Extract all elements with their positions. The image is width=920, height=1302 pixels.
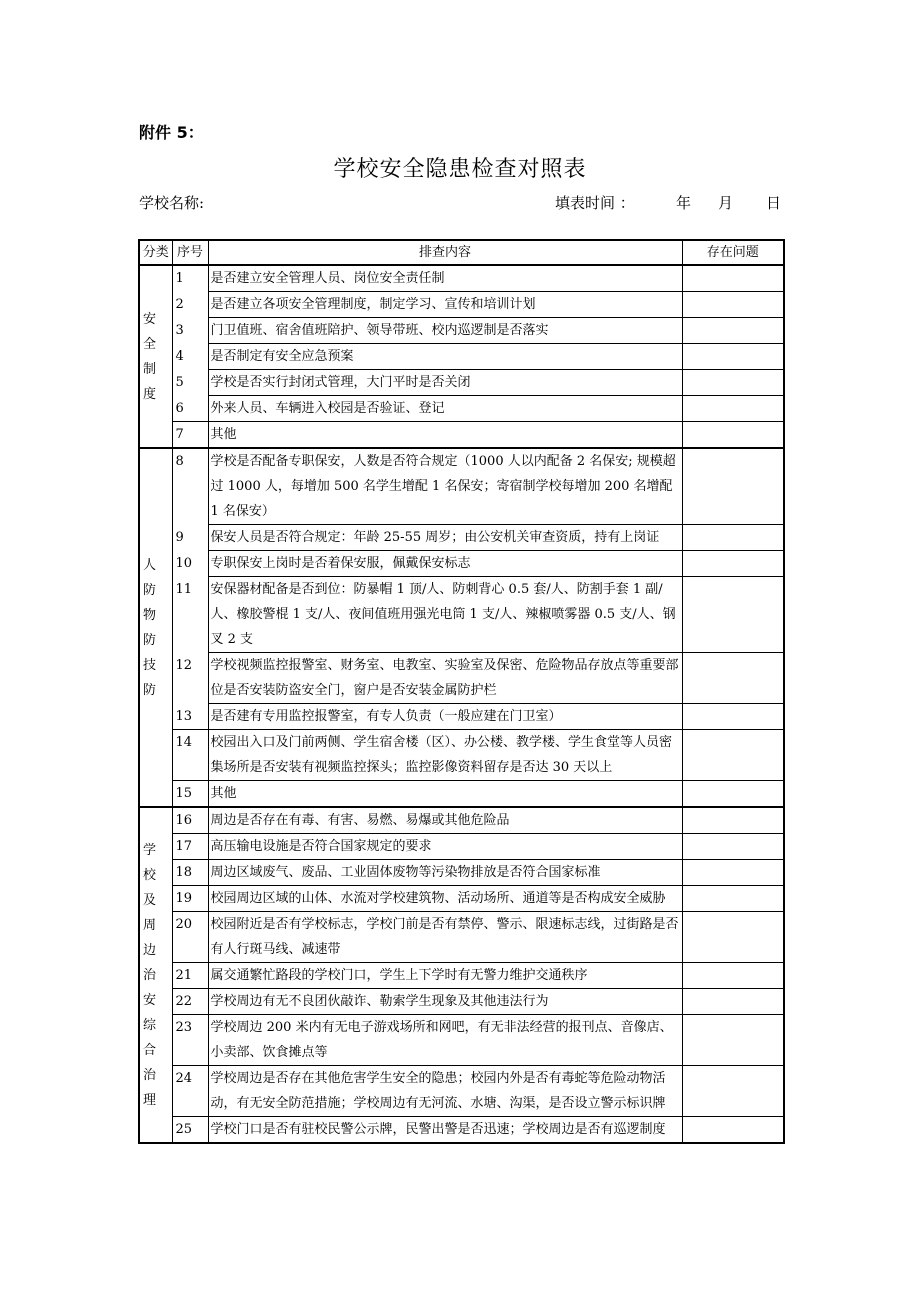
item-issue-field[interactable] — [682, 860, 784, 886]
category-char: 防 — [143, 632, 157, 648]
item-content: 学校是否配备专职保安，人数是否符合规定（1000 人以内配备 2 名保安; 规模超过 1000 人，每增加 500 名学生增配 1 名保安；寄宿制学校每增加 200 名增配 1 名保安） — [208, 448, 682, 525]
item-content: 周边是否存在有毒、有害、易燃、易爆或其他危险品 — [208, 807, 682, 834]
item-content: 是否建有专用监控报警室，有专人负责（一般应建在门卫室） — [208, 704, 682, 730]
item-issue-field[interactable] — [682, 989, 784, 1015]
table-row — [139, 781, 784, 808]
year-label: 年 — [676, 194, 692, 212]
table-row — [139, 912, 784, 963]
category-char: 理 — [143, 1092, 157, 1108]
item-number: 25 — [172, 1117, 208, 1144]
category-char: 及 — [143, 892, 157, 908]
item-number: 3 — [172, 318, 208, 344]
table-row — [139, 860, 784, 886]
table-row — [139, 834, 784, 860]
table-row — [139, 1117, 784, 1144]
attachment-label: 附件 5： — [139, 123, 204, 142]
item-number: 16 — [172, 807, 208, 834]
item-issue-field[interactable] — [682, 422, 784, 449]
item-content: 学校门口是否有驻校民警公示牌，民警出警是否迅速；学校周边是否有巡逻制度 — [208, 1117, 682, 1144]
header-category: 分类 — [139, 240, 172, 265]
header-issues: 存在问题 — [682, 240, 784, 265]
item-issue-field[interactable] — [682, 1015, 784, 1066]
table-row — [139, 422, 784, 449]
table-header-row — [139, 240, 784, 265]
category-char: 综 — [143, 1017, 157, 1033]
table-row — [139, 704, 784, 730]
item-content: 学校周边有无不良团伙敲诈、勒索学生现象及其他违法行为 — [208, 989, 682, 1015]
category-char: 物 — [143, 607, 157, 623]
table-row — [139, 265, 784, 292]
item-content: 属交通繁忙路段的学校门口，学生上下学时有无警力维护交通秩序 — [208, 963, 682, 989]
school-name-label: 学校名称: — [139, 194, 205, 212]
table-row — [139, 370, 784, 396]
item-number: 19 — [172, 886, 208, 912]
item-number: 5 — [172, 370, 208, 396]
item-issue-field[interactable] — [682, 730, 784, 781]
item-content: 是否制定有安全应急预案 — [208, 344, 682, 370]
item-content: 校园周边区域的山体、水流对学校建筑物、活动场所、通道等是否构成安全威胁 — [208, 886, 682, 912]
item-number: 6 — [172, 396, 208, 422]
item-number: 15 — [172, 781, 208, 808]
item-content: 校园附近是否有学校标志，学校门前是否有禁停、警示、限速标志线，过街路是否有人行斑马线、减速带 — [208, 912, 682, 963]
category-char: 边 — [143, 942, 157, 958]
item-content: 其他 — [208, 422, 682, 449]
category-char: 安 — [143, 992, 157, 1008]
item-issue-field[interactable] — [682, 370, 784, 396]
category-char: 度 — [143, 386, 157, 402]
item-issue-field[interactable] — [682, 525, 784, 551]
item-issue-field[interactable] — [682, 781, 784, 808]
item-issue-field[interactable] — [682, 834, 784, 860]
item-content: 安保器材配备是否到位：防暴帽 1 顶/人、防刺背心 0.5 套/人、防割手套 1 副/人、橡胶警棍 1 支/人、夜间值班用强光电筒 1 支/人、辣椒喷雾器 0.5 支/人、钢叉 2 支 — [208, 577, 682, 653]
day-label: 日 — [766, 194, 782, 212]
item-issue-field[interactable] — [682, 265, 784, 292]
item-content: 高压输电设施是否符合国家规定的要求 — [208, 834, 682, 860]
item-content: 是否建立各项安全管理制度，制定学习、宣传和培训计划 — [208, 292, 682, 318]
item-number: 4 — [172, 344, 208, 370]
page-title: 学校安全隐患检查对照表 — [333, 157, 587, 182]
item-issue-field[interactable] — [682, 448, 784, 525]
category-char: 全 — [143, 336, 157, 352]
item-number: 2 — [172, 292, 208, 318]
table-row — [139, 292, 784, 318]
category-cell — [139, 807, 172, 1143]
item-content: 其他 — [208, 781, 682, 808]
fill-time-label: 填表时间 ： — [555, 194, 635, 212]
item-issue-field[interactable] — [682, 318, 784, 344]
header-content: 排查内容 — [208, 240, 682, 265]
item-content: 学校是否实行封闭式管理，大门平时是否关闭 — [208, 370, 682, 396]
item-content: 学校周边 200 米内有无电子游戏场所和网吧，有无非法经营的报刊点、音像店、小卖部、饮食摊点等 — [208, 1015, 682, 1066]
category-char: 制 — [143, 361, 157, 377]
table-row — [139, 1066, 784, 1117]
table-row — [139, 396, 784, 422]
item-content: 是否建立安全管理人员、岗位安全责任制 — [208, 265, 682, 292]
category-char: 技 — [143, 657, 157, 673]
table-row — [139, 807, 784, 834]
category-char: 周 — [143, 917, 157, 933]
item-content: 校园出入口及门前两侧、学生宿舍楼（区）、办公楼、教学楼、学生食堂等人员密集场所是否安装有视频监控探头；监控影像资料留存是否达 30 天以上 — [208, 730, 682, 781]
item-number: 18 — [172, 860, 208, 886]
item-issue-field[interactable] — [682, 807, 784, 834]
item-issue-field[interactable] — [682, 886, 784, 912]
item-number: 23 — [172, 1015, 208, 1066]
category-char: 治 — [143, 1067, 157, 1083]
item-number: 17 — [172, 834, 208, 860]
item-number: 9 — [172, 525, 208, 551]
category-char: 合 — [143, 1042, 157, 1058]
item-number: 7 — [172, 422, 208, 449]
item-content: 学校视频监控报警室、财务室、电教室、实验室及保密、危险物品存放点等重要部位是否安装防盗安全门，窗户是否安装金属防护栏 — [208, 653, 682, 704]
item-issue-field[interactable] — [682, 344, 784, 370]
category-char: 防 — [143, 682, 157, 698]
item-number: 14 — [172, 730, 208, 781]
item-issue-field[interactable] — [682, 1066, 784, 1117]
table-body — [139, 265, 784, 1143]
item-number: 20 — [172, 912, 208, 963]
header-number: 序号 — [172, 240, 208, 265]
item-content: 学校周边是否存在其他危害学生安全的隐患；校园内外是否有毒蛇等危险动物活动，有无安全防范措施；学校周边有无河流、水塘、沟渠，是否设立警示标识牌 — [208, 1066, 682, 1117]
item-content: 专职保安上岗时是否着保安服，佩戴保安标志 — [208, 551, 682, 577]
item-number: 21 — [172, 963, 208, 989]
table-row — [139, 551, 784, 577]
table-row — [139, 989, 784, 1015]
inspection-table — [138, 239, 785, 1144]
item-issue-field[interactable] — [682, 912, 784, 963]
item-number: 1 — [172, 265, 208, 292]
table-row — [139, 525, 784, 551]
item-issue-field[interactable] — [682, 653, 784, 704]
category-char: 防 — [143, 582, 157, 598]
table-row — [139, 577, 784, 653]
category-char: 治 — [143, 967, 157, 983]
table-row — [139, 886, 784, 912]
item-number: 22 — [172, 989, 208, 1015]
item-content: 外来人员、车辆进入校园是否验证、登记 — [208, 396, 682, 422]
table-row — [139, 963, 784, 989]
table-row — [139, 653, 784, 704]
table-row — [139, 1015, 784, 1066]
table-row — [139, 448, 784, 525]
item-issue-field[interactable] — [682, 551, 784, 577]
item-number: 24 — [172, 1066, 208, 1117]
month-label: 月 — [718, 194, 734, 212]
item-issue-field[interactable] — [682, 577, 784, 653]
item-content: 门卫值班、宿舍值班陪护、领导带班、校内巡逻制是否落实 — [208, 318, 682, 344]
item-number: 10 — [172, 551, 208, 577]
item-number: 8 — [172, 448, 208, 525]
item-issue-field[interactable] — [682, 704, 784, 730]
category-char: 人 — [143, 557, 157, 573]
item-issue-field[interactable] — [682, 292, 784, 318]
item-issue-field[interactable] — [682, 1117, 784, 1144]
item-content: 周边区域废气、废品、工业固体废物等污染物排放是否符合国家标准 — [208, 860, 682, 886]
category-char: 安 — [143, 311, 157, 327]
category-cell — [139, 448, 172, 807]
table-row — [139, 318, 784, 344]
item-number: 11 — [172, 577, 208, 653]
table-row — [139, 730, 784, 781]
item-content: 保安人员是否符合规定：年龄 25-55 周岁；由公安机关审查资质，持有上岗证 — [208, 525, 682, 551]
item-issue-field[interactable] — [682, 963, 784, 989]
category-char: 校 — [143, 867, 157, 883]
item-number: 12 — [172, 653, 208, 704]
item-number: 13 — [172, 704, 208, 730]
category-cell — [139, 265, 172, 448]
item-issue-field[interactable] — [682, 396, 784, 422]
category-char: 学 — [143, 842, 157, 858]
table-row — [139, 344, 784, 370]
